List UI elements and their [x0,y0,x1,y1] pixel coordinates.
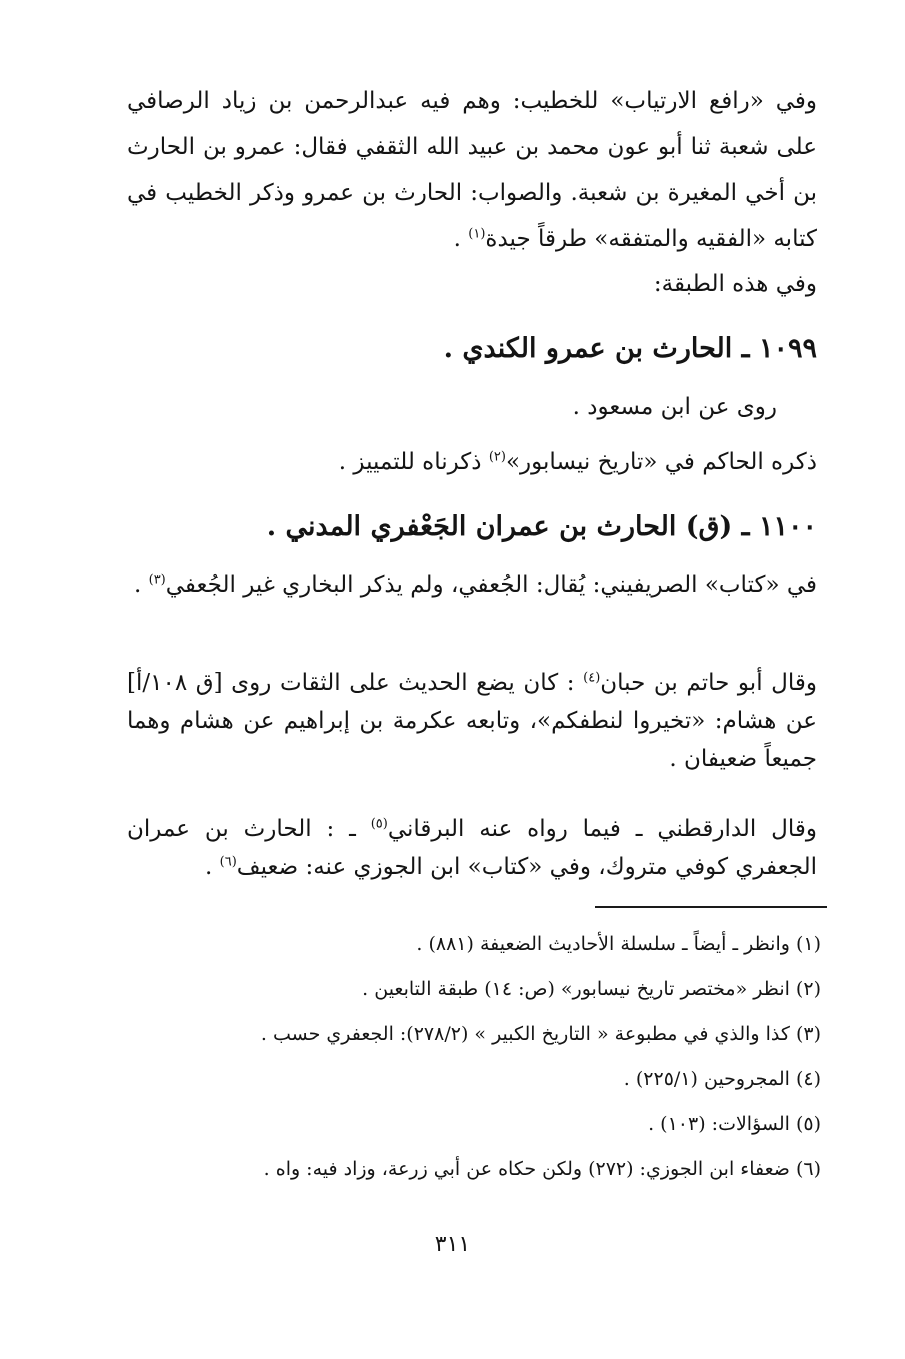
footnote-6: (٦) ضعفاء ابن الجوزي: (٢٧٢) ولكن حكاه عن أبي زرعة، وزاد فيه: واه . [263,1158,821,1180]
footnote-3: (٣) كذا والذي في مطبوعة « التاريخ الكبير » (٢٧٨/٢): الجعفري حسب . [260,1023,821,1045]
footnote-1: (١) وانظر ـ أيضاً ـ سلسلة الأحاديث الضعيفة (٨٨١) . [416,933,821,955]
heading-text: ١٠٩٩ ـ الحارث بن عمرو الكندي . [443,333,817,364]
paragraph-rafi-al-irtiyab [127,78,817,262]
paragraph-riwaya [127,388,817,426]
paragraph-text: في «كتاب» الصريفيني: يُقال: الجُعفي، ولم يذكر البخاري غير الجُعفي [165,572,817,598]
paragraph-text-cont: ذكرناه للتمييز . [338,449,489,475]
footnote-ref-4: (٤) [583,670,601,686]
footnote-2: (٢) انظر «مختصر تاريخ نيسابور» (ص: ١٤) طبقة التابعين . [362,978,821,1000]
entry-heading-1099 [127,328,817,370]
paragraph-text: وقال الدارقطني ـ فيما رواه عنه البرقاني [387,816,817,842]
paragraph-text: وقال أبو حاتم بن حبان [600,670,817,696]
paragraph-end: . [133,572,149,598]
footnote-ref-5: (٥) [370,816,388,832]
paragraph-text: روى عن ابن مسعود . [572,394,777,420]
paragraph-text-cont: : كان يضع الحديث على الثقات روى [ق ١٠٨/أ] عن هشام: «تخيروا لنطفكم»، وتابعه عكرمة بن إبراهيم عن هشام وهما جميعاً ضعيفان . [127,670,817,772]
paragraph-end: . [453,226,469,252]
entry-heading-1100 [127,506,817,548]
paragraph-text: ذكره الحاكم في «تاريخ نيسابور» [505,449,817,475]
paragraph-ibn-hibban [127,664,817,778]
footnote-ref-1: (١) [468,226,486,242]
paragraph-daraqutni [127,810,817,886]
paragraph-text: وفي هذه الطبقة: [653,271,817,297]
footnote-ref-6: (٦) [219,854,237,870]
footnote-ref-3: (٣) [148,572,166,588]
paragraph-end: . [205,854,220,880]
footnote-divider [595,906,827,908]
heading-text: ١١٠٠ ـ (ق) الحارث بن عمران الجَعْفري المدني . [266,511,817,542]
paragraph-sarifini [127,566,817,604]
footnotes-list [127,922,821,1192]
paragraph-tabaqa [127,266,817,302]
paragraph-text: وفي «رافع الارتياب» للخطيب: وهم فيه عبدالرحمن بن زياد الرصافي على شعبة ثنا أبو عون محمد بن عبيد الله الثقفي فقال: عمرو بن الحارث بن أخي المغيرة بن شعبة. والصواب: الحارث بن عمرو وذكر الخطيب في كتابه «الفقيه والمتفقه» طرقاً جيدة [127,88,817,252]
page-number: ٣١١ [434,1232,471,1257]
paragraph-text-cont: ـ : الحارث بن عمران الجعفري كوفي متروك، وفي «كتاب» ابن الجوزي عنه: ضعيف [127,816,817,880]
paragraph-hakim [127,442,817,482]
footnote-5: (٥) السؤالات: (١٠٣) . [648,1113,821,1135]
footnote-4: (٤) المجروحين (٢٢٥/١) . [623,1068,821,1090]
footnote-ref-2: (٢) [488,449,506,465]
